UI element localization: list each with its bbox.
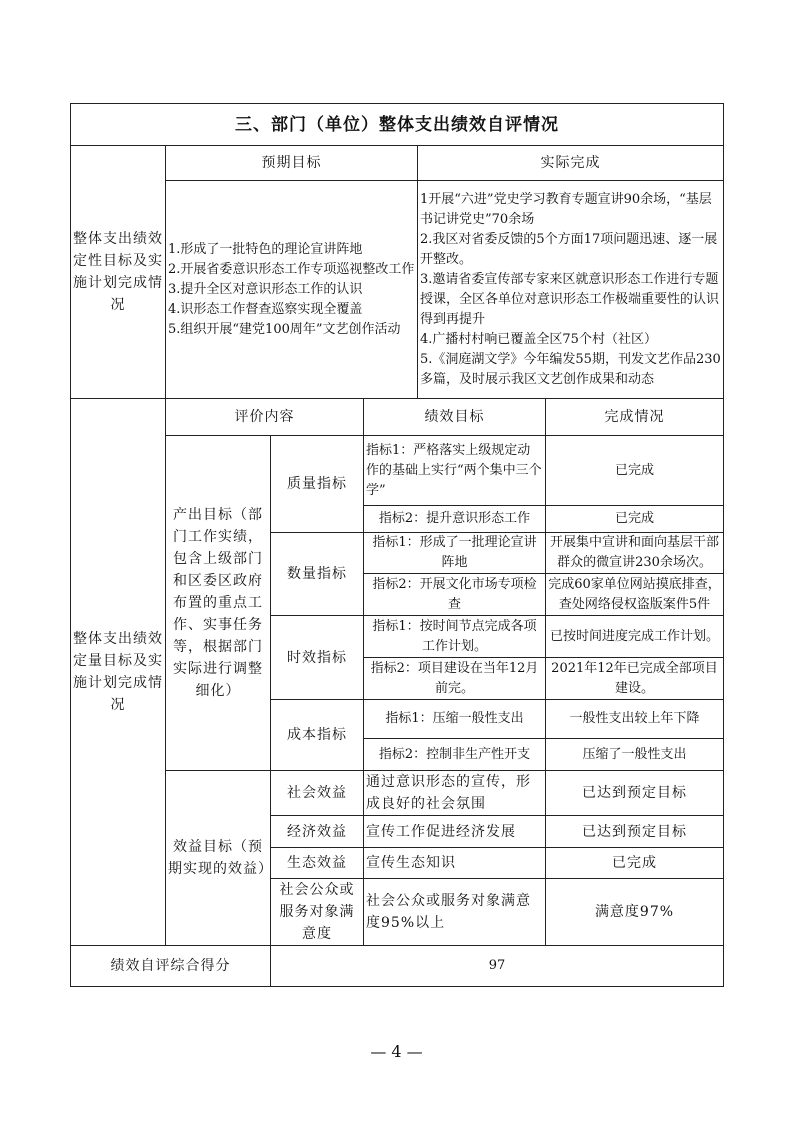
target-cell: 指标2：提升意识形态工作: [364, 506, 546, 533]
indicator-category: 质量指标: [271, 436, 364, 533]
header-content: 评价内容: [166, 399, 364, 436]
result-cell: 开展集中宣讲和面向基层干部群众的微宣讲230余场次。: [546, 533, 724, 574]
qualitative-label: 整体支出绩效定性目标及实施计划完成情况: [71, 146, 166, 399]
qualitative-table: [70, 103, 724, 399]
benefit-category: 社会效益: [271, 771, 364, 816]
planned-item: 4.识形态工作督查巡察实现全覆盖: [168, 301, 363, 317]
header-actual: 实际完成: [418, 146, 724, 181]
indicator-category: 数量指标: [271, 533, 364, 616]
result-cell: 已完成: [546, 848, 724, 879]
result-cell: 满意度97%: [546, 879, 724, 946]
score-label: 绩效自评综合得分: [71, 946, 271, 987]
planned-item: 2.开展省委意识形态工作专项巡视整改工作: [168, 261, 415, 277]
score-value: 97: [271, 946, 724, 987]
indicator-category: 时效指标: [271, 616, 364, 700]
actual-item: 1开展“六进”党史学习教育专题宣讲90余场，“基层书记讲党史”70余场: [420, 191, 712, 227]
page-number: — 4 —: [370, 1042, 423, 1061]
benefit-category: 社会公众或服务对象满意度: [271, 879, 364, 946]
benefit-category: 生态效益: [271, 848, 364, 879]
result-cell: 已完成: [546, 436, 724, 506]
benefit-category: 经济效益: [271, 816, 364, 848]
output-label: 产出目标（部门工作实绩，包含上级部门和区委区政府布置的重点工作、实事任务等，根据部门实际进行调整细化）: [166, 436, 271, 771]
header-planned: 预期目标: [166, 146, 418, 181]
header-result: 完成情况: [546, 399, 724, 436]
planned-item: 1.形成了一批特色的理论宣讲阵地: [168, 241, 363, 257]
benefit-label: 效益目标（预期实现的效益）: [166, 771, 271, 946]
result-cell: 已达到预定目标: [546, 771, 724, 816]
indicator-category: 成本指标: [271, 700, 364, 771]
actual-item: 3.邀请省委宣传部专家来区就意识形态工作进行专题授课，全区各单位对意识形态工作极端重要性的认识得到再提升: [420, 271, 720, 327]
target-cell: 指标1：形成了一批理论宣讲阵地: [364, 533, 546, 574]
target-cell: 宣传生态知识: [364, 848, 546, 879]
result-cell: 2021年12年已完成全部项目建设。: [546, 658, 724, 700]
target-cell: 指标1：压缩一般性支出: [364, 700, 546, 739]
target-cell: 指标1：严格落实上级规定动作的基础上实行“两个集中三个学”: [364, 436, 546, 506]
result-cell: 已完成: [546, 506, 724, 533]
quantitative-label: 整体支出绩效定量目标及实施计划完成情况: [71, 399, 166, 946]
target-cell: 指标2：开展文化市场专项检查: [364, 574, 546, 616]
target-cell: 通过意识形态的宣传，形成良好的社会氛围: [364, 771, 546, 816]
result-cell: 完成60家单位网站摸底排查，查处网络侵权盗版案件5件: [546, 574, 724, 616]
actual-item: 4.广播村村响已覆盖全区75个村（社区）: [420, 331, 657, 347]
actual-item: 5.《洞庭湖文学》今年编发55期，刊发文艺作品230多篇，及时展示我区文艺创作成果和动态: [420, 351, 721, 387]
header-target: 绩效目标: [364, 399, 546, 436]
target-cell: 指标2：控制非生产性开支: [364, 739, 546, 771]
result-cell: 一般性支出较上年下降: [546, 700, 724, 739]
result-cell: 压缩了一般性支出: [546, 739, 724, 771]
target-cell: 指标2：项目建设在当年12月前完。: [364, 658, 546, 700]
target-cell: 宣传工作促进经济发展: [364, 816, 546, 848]
planned-item: 3.提升全区对意识形态工作的认识: [168, 281, 363, 297]
page-title: 三、部门（单位）整体支出绩效自评情况: [71, 104, 724, 146]
planned-item: 5.组织开展“建党100周年”文艺创作活动: [168, 321, 401, 337]
result-cell: 已达到预定目标: [546, 816, 724, 848]
target-cell: 指标1：按时间节点完成各项工作计划。: [364, 616, 546, 658]
quantitative-table: [70, 398, 724, 987]
target-cell: 社会公众或服务对象满意度95%以上: [364, 879, 546, 946]
actual-list: [418, 181, 724, 399]
result-cell: 已按时间进度完成工作计划。: [546, 616, 724, 658]
actual-item: 2.我区对省委反馈的5个方面17项问题迅速、逐一展开整改。: [420, 231, 718, 267]
planned-list: [166, 181, 418, 399]
